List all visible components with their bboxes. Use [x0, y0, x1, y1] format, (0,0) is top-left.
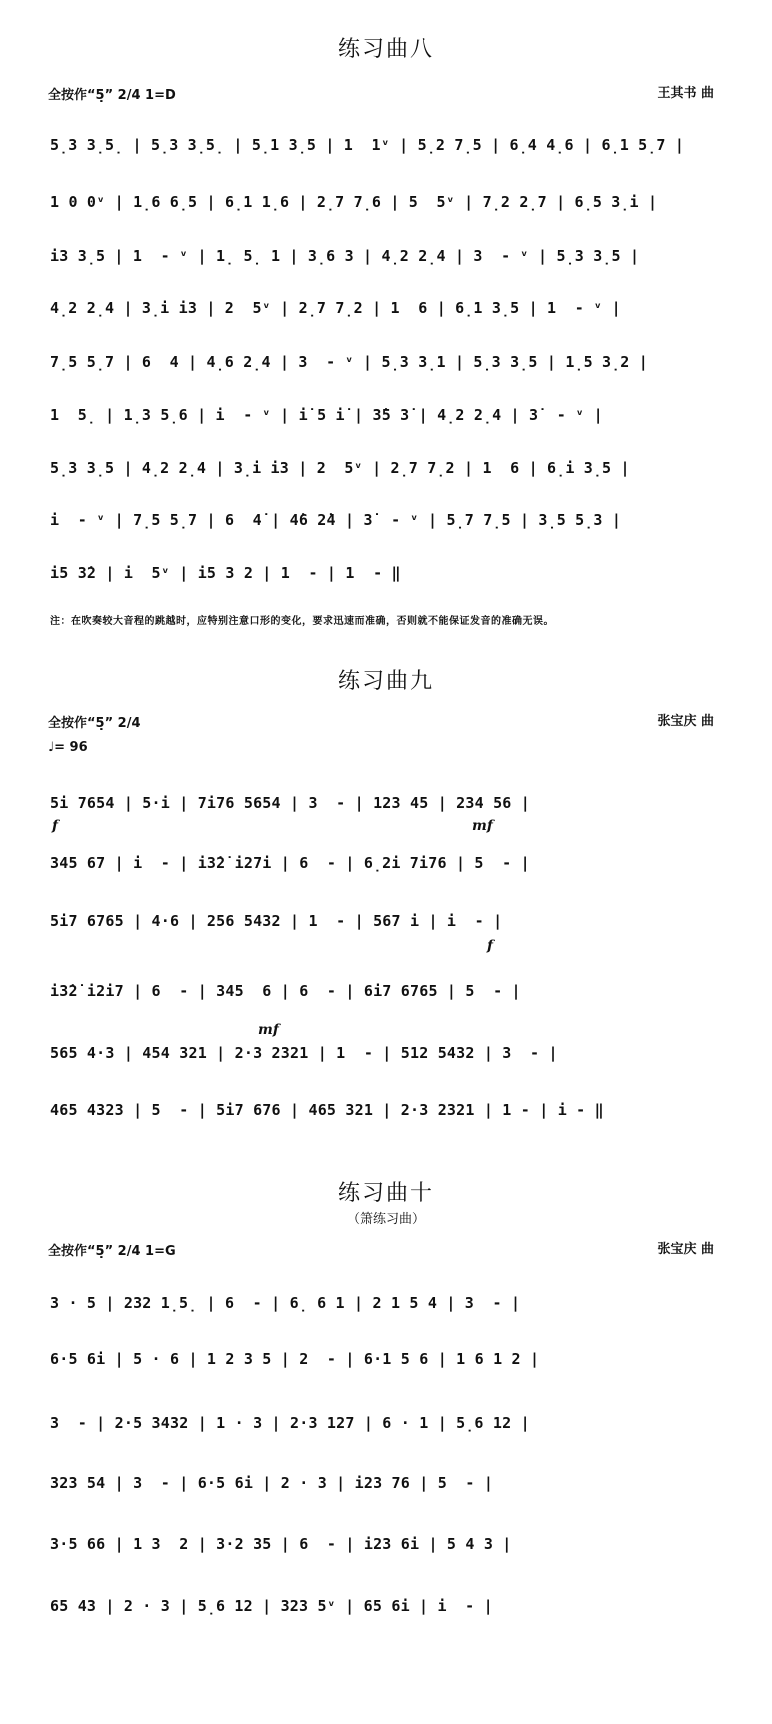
- score-row: [50, 1527, 730, 1567]
- etude10-fingering: 全按作“5̣” 2/4 1=G: [48, 1244, 176, 1259]
- score-row: [50, 503, 730, 543]
- etude8-title: 练习曲八: [337, 37, 434, 62]
- score-row-text: 1 5̣ | 1̣3 5̣6 | i - ᵛ | i̇ 5 i̇ | 3̇5 3̇ | 4̣2 2̣4 | 3̇ - ᵛ |: [50, 406, 603, 424]
- score-row: [50, 451, 730, 491]
- score-row: [50, 1286, 730, 1326]
- score-row: [50, 1589, 730, 1629]
- dynamic-f-2: f: [487, 938, 494, 954]
- score-row: [50, 128, 730, 168]
- score-row-text: i - ᵛ | 7̣5 5̣7 | 6 4̇ | 4̇6 2̇4 | 3̇ - ᵛ | 5̣7 7̣5 | 3̣5 5̣3 |: [50, 511, 622, 529]
- score-row: [50, 345, 730, 385]
- etude9-fingering: 全按作“5̣” 2/4: [48, 716, 141, 731]
- score-row-text: 565 4·3 | 454 321 | 2·3 2321 | 1 - | 512 5432 | 3 - |: [50, 1044, 558, 1062]
- score-row-text: 7̣5 5̣7 | 6 4 | 4̣6 2̣4 | 3 - ᵛ | 5̣3 3̣1 | 5̣3 3̣5 | 1̣5 3̣2 |: [50, 353, 648, 371]
- score-row-text: 5̣3 3̣5̣ | 5̣3 3̣5̣ | 5̣1 3̣5 | 1 1ᵛ | 5̣2 7̣5 | 6̣4 4̣6 | 6̣1 5̣7 |: [50, 136, 685, 154]
- score-row: [50, 1406, 730, 1446]
- score-row-text: 345 67 | i - | i3̇2̇ i27i | 6 - | 6̣2i 7i76 | 5 - |: [50, 854, 530, 872]
- score-row-text: i3 3̣5 | 1 - ᵛ | 1̣ 5̣ 1 | 3̣6 3 | 4̣2 2̣4 | 3 - ᵛ | 5̣3 3̣5 |: [50, 247, 640, 265]
- score-row-text: 3 - | 2·5 3432 | 1 · 3 | 2·3 127 | 6 · 1 | 5̣6 12 |: [50, 1414, 530, 1432]
- score-row-text: 465 4323 | 5 - | 5i7 676 | 465 321 | 2·3 2321 | 1 - | i - ‖: [50, 1101, 604, 1119]
- dynamic-f-1: f: [52, 818, 59, 834]
- score-row: [50, 239, 730, 279]
- score-row: [50, 904, 730, 944]
- etude9-title: 练习曲九: [337, 669, 434, 694]
- score-row-text: 3·5 66 | 1 3 2 | 3·2 35 | 6 - | i23 6i | 5 4 3 |: [50, 1535, 512, 1553]
- dynamic-mf-2: mf: [258, 1022, 279, 1038]
- score-row: [50, 846, 730, 886]
- score-row-text: 323 54 | 3 - | 6·5 6i | 2 · 3 | i23 76 | 5 - |: [50, 1474, 494, 1492]
- score-row-text: i5 3̇2 | i 5ᵛ | i5 3 2 | 1 - | 1 - ‖: [50, 564, 401, 582]
- score-row: [50, 1093, 730, 1133]
- etude9-tempo: ♩= 96: [48, 740, 88, 755]
- score-row-text: 3 · 5 | 232 1̣5̣ | 6 - | 6̣ 6 1 | 2 1 5 4 | 3 - |: [50, 1294, 521, 1312]
- score-row: [50, 1342, 730, 1382]
- etude8-footnote: 注：在吹奏较大音程的跳越时，应特别注意口形的变化，要求迅速而准确，否则就不能保证发音的准确无误。: [50, 616, 554, 627]
- score-row: [50, 1466, 730, 1506]
- score-row-text: 5i 7654 | 5·i | 7i76 5654 | 3 - | 123 45 | 234 56 |: [50, 794, 530, 812]
- score-row: [50, 1036, 730, 1076]
- etude10-composer: 张宝庆 曲: [657, 1242, 714, 1257]
- etude10-title: 练习曲十: [337, 1181, 434, 1206]
- score-row: [50, 786, 730, 826]
- etude8-composer: 王其书 曲: [657, 86, 714, 101]
- dynamic-mf-1: mf: [472, 818, 493, 834]
- etude10-subtitle: （箫练习曲）: [346, 1212, 425, 1227]
- score-row-text: i3̇2̇ i2i7 | 6 - | 345 6 | 6 - | 6i7 6765 | 5 - |: [50, 982, 521, 1000]
- score-row-text: 65 43 | 2 · 3 | 5̣6 12 | 323 5ᵛ | 65 6i | i - |: [50, 1597, 493, 1615]
- score-row: [50, 185, 730, 225]
- etude9-composer: 张宝庆 曲: [657, 714, 714, 729]
- score-row: [50, 398, 730, 438]
- etude8-fingering: 全按作“5̣” 2/4 1=D: [48, 88, 176, 103]
- score-row: [50, 291, 730, 331]
- score-row-text: 4̣2 2̣4 | 3̣i i3 | 2 5ᵛ | 2̣7 7̣2 | 1 6 | 6̣1 3̣5 | 1 - ᵛ |: [50, 299, 621, 317]
- score-row-text: 5̣3 3̣5 | 4̣2 2̣4 | 3̣i i3 | 2 5ᵛ | 2̣7 7̣2 | 1 6 | 6̣i 3̣5 |: [50, 459, 630, 477]
- score-row-text: 5i7 6765 | 4·6 | 256 5432 | 1 - | 567 i | i - |: [50, 912, 503, 930]
- score-row: [50, 556, 730, 596]
- score-row-text: 1 0 0ᵛ | 1̣6 6̣5 | 6̣1 1̣6 | 2̣7 7̣6 | 5 5ᵛ | 7̣2 2̣7 | 6̣5 3̣i |: [50, 193, 658, 211]
- score-row-text: 6·5 6i | 5 · 6 | 1 2 3 5 | 2 - | 6·1 5 6 | 1 6 1 2 |: [50, 1350, 540, 1368]
- score-row: [50, 974, 730, 1014]
